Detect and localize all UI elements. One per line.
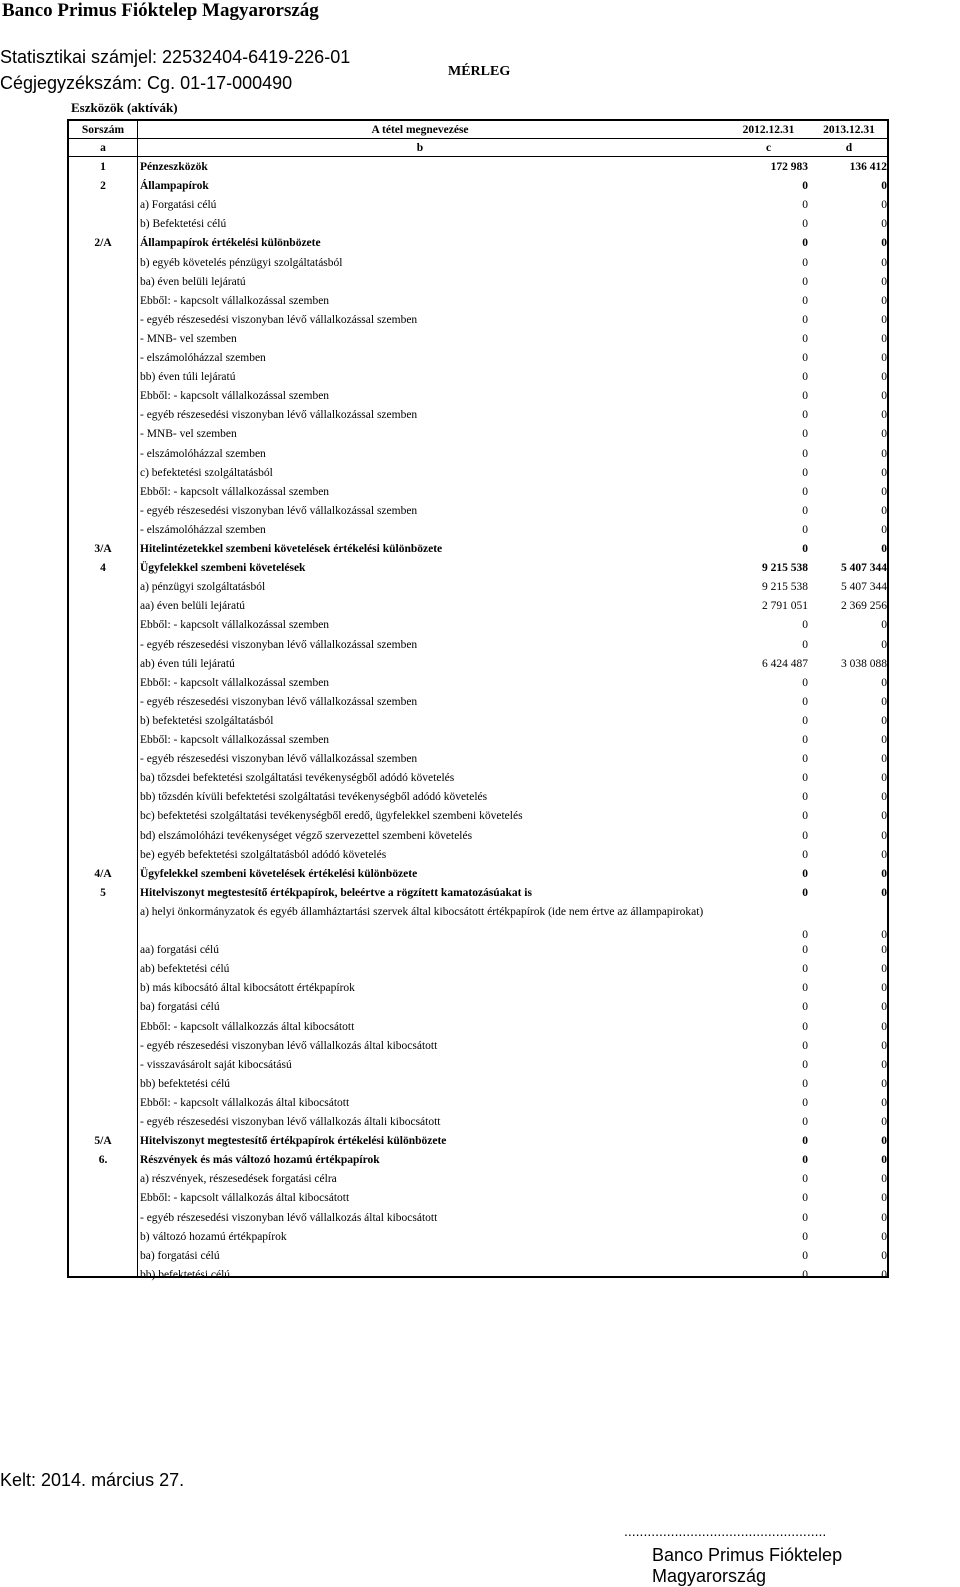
stat-number: Statisztikai számjel: 22532404-6419-226-01 <box>0 47 351 67</box>
value-2013: 0 <box>881 753 887 766</box>
value-2012: 0 <box>802 1230 808 1243</box>
value-2012: 0 <box>802 848 808 861</box>
value-2012: 6 424 487 <box>762 657 808 670</box>
row-label: Ebből: - kapcsolt vállalkozással szemben <box>140 619 330 632</box>
value-2013: 0 <box>881 1039 887 1052</box>
value-2013: 0 <box>881 275 887 288</box>
value-2012: 0 <box>802 352 808 364</box>
value-2012: 0 <box>802 1249 808 1262</box>
table-row <box>69 657 887 676</box>
value-2012: 0 <box>802 543 808 555</box>
value-2012: 0 <box>802 485 808 498</box>
row-label: ab) befektetési célú <box>140 963 230 976</box>
value-2013: 0 <box>881 791 887 804</box>
value-2012: 0 <box>802 294 808 307</box>
row-label: - egyéb részesedési viszonyban lévő vállalkozás által kibocsátott <box>140 1211 438 1224</box>
value-2012: 0 <box>802 619 808 632</box>
value-2013: 0 <box>881 714 887 727</box>
row-label: a) pénzügyi szolgáltatásból <box>140 581 266 594</box>
value-2013: 0 <box>881 1135 887 1148</box>
value-2012: 0 <box>802 1211 808 1224</box>
row-label: Pénzeszközök <box>140 161 208 173</box>
table-row <box>69 1230 887 1249</box>
table-row <box>69 523 887 542</box>
value-2013: 0 <box>881 1116 887 1128</box>
value-2013: 0 <box>881 1096 887 1109</box>
value-2012: 0 <box>802 1058 808 1071</box>
value-2013: 2 369 256 <box>841 600 887 613</box>
table-row <box>69 256 887 275</box>
value-2013: 0 <box>881 237 887 250</box>
value-2012: 0 <box>802 218 808 231</box>
value-2012: 0 <box>802 772 808 785</box>
row-number: 2 <box>100 180 106 193</box>
value-2012: 0 <box>802 371 808 384</box>
value-2012: 0 <box>802 409 808 422</box>
signature-dots: .................................................... <box>624 1523 827 1539</box>
date-line: Kelt: 2014. március 27. <box>0 1470 185 1490</box>
signature-name: Banco Primus Fióktelep Magyarország <box>652 1545 843 1586</box>
table-row <box>69 1020 887 1039</box>
value-2013: 0 <box>881 332 887 345</box>
row-label: - MNB- vel szemben <box>140 428 237 441</box>
table-row <box>69 962 887 981</box>
row-number: 1 <box>100 161 106 173</box>
row-label: Ebből: - kapcsolt vállalkozással szemben <box>140 485 330 498</box>
value-2012: 0 <box>802 523 808 536</box>
row-label: Ebből: - kapcsolt vállalkozással szemben <box>140 294 330 307</box>
value-2013: 0 <box>881 294 887 307</box>
table-row <box>69 638 887 657</box>
row-label: Hitelintézetekkel szembeni követelések értékelési különbözete <box>140 543 443 555</box>
value-2012: 0 <box>802 447 808 460</box>
value-2012: 0 <box>802 791 808 804</box>
value-2012: 0 <box>802 1192 808 1205</box>
value-2012: 0 <box>802 944 808 957</box>
row-label: bd) elszámolóházi tevékenységet végző szervezettel szembeni követelés <box>140 829 473 842</box>
value-2012: 0 <box>802 428 808 441</box>
value-2013: 0 <box>881 867 887 880</box>
row-label: b) egyéb követelés pénzügyi szolgáltatásból <box>140 256 343 269</box>
table-row <box>69 809 887 828</box>
value-2012: 0 <box>802 199 808 212</box>
value-2013: 0 <box>881 676 887 689</box>
value-2013: 0 <box>881 543 887 555</box>
row-label: - egyéb részesedési viszonyban lévő vállalkozással szemben <box>140 409 418 422</box>
col-header-2013: 2013.12.31 <box>823 124 875 136</box>
value-2012: 0 <box>802 676 808 689</box>
table-row <box>69 943 887 962</box>
table-row <box>69 1115 887 1134</box>
row-label: a) Forgatási célú <box>140 199 217 212</box>
table-row <box>69 1249 887 1268</box>
table-row <box>69 447 887 466</box>
doc-title: MÉRLEG <box>448 64 511 79</box>
value-2013: 0 <box>881 199 887 212</box>
value-2013: 0 <box>881 409 887 422</box>
value-2012: 0 <box>802 1020 808 1033</box>
value-2012: 0 <box>802 638 808 651</box>
row-label: ab) éven túli lejáratú <box>140 657 235 670</box>
value-2013: 0 <box>881 485 887 498</box>
table-row <box>69 1039 887 1058</box>
row-label: - egyéb részesedési viszonyban lévő vállalkozással szemben <box>140 313 418 326</box>
table-row <box>69 1134 887 1153</box>
table-row <box>69 236 887 255</box>
table-row <box>69 294 887 313</box>
row-label: bb) befektetési célú <box>140 1077 231 1090</box>
row-label: b) más kibocsátó által kibocsátott értékpapírok <box>140 982 355 995</box>
value-2012: 0 <box>802 982 808 995</box>
value-2013: 0 <box>881 1020 887 1033</box>
registry-number: Cégjegyzékszám: Cg. 01-17-000490 <box>0 73 293 93</box>
table-row <box>69 752 887 771</box>
table-row <box>69 504 887 523</box>
row-label: Ügyfelekkel szembeni követelések <box>140 562 306 575</box>
table-row <box>69 733 887 752</box>
value-2012: 0 <box>802 275 808 288</box>
table-row <box>69 561 887 580</box>
value-2013: 0 <box>881 504 887 517</box>
value-2012: 0 <box>802 256 808 269</box>
table-row <box>69 1096 887 1115</box>
table-row <box>69 179 887 198</box>
table-row <box>69 160 887 179</box>
value-2012: 0 <box>802 695 808 708</box>
value-2013: 0 <box>881 390 887 403</box>
letter-divider <box>69 156 887 157</box>
table-row <box>69 905 887 943</box>
table-row <box>69 599 887 618</box>
value-2013: 0 <box>881 695 887 708</box>
value-2013: 0 <box>881 1230 887 1243</box>
value-2012: 0 <box>802 829 808 842</box>
value-2012: 0 <box>802 313 808 326</box>
row-label: Állampapírok <box>140 180 209 193</box>
value-2013: 0 <box>881 447 887 460</box>
value-2012: 0 <box>802 332 808 345</box>
value-2013: 0 <box>881 523 887 536</box>
value-2012: 0 <box>802 1116 808 1128</box>
table-row <box>69 618 887 637</box>
table-row <box>69 217 887 236</box>
value-2013: 0 <box>881 886 887 899</box>
letter-a: a <box>100 142 106 154</box>
table-row <box>69 867 887 886</box>
row-label: - elszámolóházzal szemben <box>140 523 266 536</box>
row-label: bb) tőzsdén kívüli befektetési szolgáltatási tevékenységből adódó követelés <box>140 791 488 804</box>
value-2013: 136 412 <box>849 161 887 173</box>
row-label: aa) forgatási célú <box>140 944 219 957</box>
value-2012: 0 <box>802 714 808 727</box>
value-2012: 0 <box>802 1001 808 1014</box>
value-2012: 0 <box>802 1268 808 1281</box>
value-2012: 0 <box>802 886 808 899</box>
letter-c: c <box>765 142 772 154</box>
row-label: b) befektetési szolgáltatásból <box>140 714 274 727</box>
col-header-label: A tétel megnevezése <box>371 124 469 136</box>
value-2013: 0 <box>881 1173 887 1186</box>
value-2012: 0 <box>802 1039 808 1052</box>
value-2013: 0 <box>881 313 887 326</box>
row-label: a) helyi önkormányzatok és egyéb államháztartási szervek által kibocsátott értékpapírok (ide nem értve az állampapirokat) <box>140 905 704 918</box>
row-label: Ügyfelekkel szembeni követelések értékelési különbözete <box>140 867 418 880</box>
value-2012: 0 <box>802 504 808 517</box>
table-row <box>69 313 887 332</box>
value-2012: 0 <box>802 734 808 746</box>
value-2012: 0 <box>802 1154 808 1167</box>
table-row <box>69 198 887 217</box>
value-2013: 0 <box>881 619 887 632</box>
row-label: - egyéb részesedési viszonyban lévő vállalkozás által kibocsátott <box>140 1039 438 1052</box>
row-label: - elszámolóházzal szemben <box>140 352 266 364</box>
row-label: Állampapírok értékelési különbözete <box>140 237 321 250</box>
value-2013: 0 <box>881 810 887 823</box>
row-label: - visszavásárolt saját kibocsátású <box>140 1058 292 1071</box>
value-2012: 0 <box>802 390 808 403</box>
row-label: Ebből: - kapcsolt vállalkozással szemben <box>140 390 330 403</box>
col-header-2012: 2012.12.31 <box>742 124 795 136</box>
value-2013: 0 <box>881 1249 887 1262</box>
row-label: - egyéb részesedési viszonyban lévő vállalkozással szemben <box>140 638 418 651</box>
value-2012: 0 <box>802 237 808 250</box>
value-2012: 0 <box>802 466 808 479</box>
row-label: Részvények és más változó hozamú értékpapírok <box>140 1154 380 1167</box>
table-row <box>69 714 887 733</box>
row-label: - egyéb részesedési viszonyban lévő vállalkozással szemben <box>140 753 418 766</box>
value-2013: 0 <box>881 638 887 651</box>
value-2013: 0 <box>881 944 887 957</box>
table-row <box>69 485 887 504</box>
row-label: - egyéb részesedési viszonyban lévő vállalkozással szemben <box>140 695 418 708</box>
table-row <box>69 1211 887 1230</box>
table-row <box>69 275 887 294</box>
table-row <box>69 829 887 848</box>
row-label: ba) forgatási célú <box>140 1001 220 1014</box>
row-label: - egyéb részesedési viszonyban lévő vállalkozás általi kibocsátott <box>140 1116 441 1128</box>
value-2013: 0 <box>881 982 887 995</box>
row-label: aa) éven belüli lejáratú <box>140 600 246 613</box>
header-divider <box>69 138 887 139</box>
table-row <box>69 466 887 485</box>
section-title: Eszközök (aktívák) <box>71 100 178 115</box>
table-row <box>69 848 887 867</box>
table-row <box>69 1077 887 1096</box>
value-2013: 0 <box>881 772 887 785</box>
table-row <box>69 427 887 446</box>
table-row <box>69 1000 887 1019</box>
row-label: Ebből: - kapcsolt vállalkozással szemben <box>140 676 330 689</box>
row-number: 3/A <box>94 543 112 555</box>
row-number: 5 <box>100 886 106 899</box>
table-row <box>69 408 887 427</box>
row-label: bb) befektetési célú <box>140 1268 231 1281</box>
row-label: ba) tőzsdei befektetési szolgáltatási tevékenységből adódó követelés <box>140 772 455 785</box>
row-label: b) változó hozamú értékpapírok <box>140 1230 287 1243</box>
value-2013: 0 <box>881 1001 887 1014</box>
value-2013: 0 <box>881 1058 887 1071</box>
table-row <box>69 1153 887 1172</box>
table-row <box>69 1058 887 1077</box>
value-2013: 0 <box>881 1192 887 1205</box>
value-2013: 0 <box>881 180 887 193</box>
value-2013: 0 <box>881 829 887 842</box>
row-label: Ebből: - kapcsolt vállalkozással szemben <box>140 734 330 746</box>
value-2013: 0 <box>881 352 887 364</box>
row-number: 4 <box>100 562 106 575</box>
value-2012: 0 <box>802 180 808 193</box>
value-2013: 0 <box>881 1268 887 1281</box>
table-row <box>69 370 887 389</box>
row-number: 5/A <box>94 1135 112 1148</box>
value-2013: 0 <box>881 371 887 384</box>
value-2013: 0 <box>881 466 887 479</box>
letter-b: b <box>416 142 424 154</box>
value-2012: 0 <box>802 867 808 880</box>
row-label: b) Befektetési célú <box>140 218 227 231</box>
row-number: 6. <box>98 1154 108 1167</box>
value-2012: 172 983 <box>770 161 808 173</box>
value-2012: 0 <box>802 1096 808 1109</box>
table-row <box>69 790 887 809</box>
value-2012: 9 215 538 <box>762 581 808 594</box>
value-2013: 0 <box>881 256 887 269</box>
value-2013: 0 <box>881 1211 887 1224</box>
value-2013: 3 038 088 <box>841 657 887 670</box>
row-label: - elszámolóházzal szemben <box>140 447 266 460</box>
value-2012: 0 <box>802 1135 808 1148</box>
value-2012: 0 <box>802 810 808 823</box>
table-row <box>69 981 887 1000</box>
table-row <box>69 542 887 561</box>
value-2013: 0 <box>881 1154 887 1167</box>
value-2013: 0 <box>881 848 887 861</box>
value-2012: 0 <box>802 1077 808 1090</box>
value-2012: 0 <box>802 753 808 766</box>
value-2013: 0 <box>881 1077 887 1090</box>
row-label: Hitelviszonyt megtestesítő értékpapírok, beleértve a rögzített kamatozásúakat is <box>140 886 532 899</box>
value-2013: 0 <box>881 929 887 942</box>
value-2012: 9 215 538 <box>762 562 808 575</box>
value-2012: 0 <box>802 929 808 942</box>
row-label: a) részvények, részesedések forgatási célra <box>140 1173 337 1186</box>
row-label: ba) éven belüli lejáratú <box>140 275 246 288</box>
value-2012: 0 <box>802 963 808 976</box>
row-number: 4/A <box>94 867 112 880</box>
row-label: Hitelviszonyt megtestesítő értékpapírok értékelési különbözete <box>140 1135 447 1148</box>
value-2013: 0 <box>881 428 887 441</box>
value-2012: 2 791 051 <box>762 600 808 613</box>
value-2012: 0 <box>802 1173 808 1186</box>
table-row <box>69 1268 887 1287</box>
row-number: 2/A <box>94 237 112 250</box>
value-2013: 5 407 344 <box>841 581 887 594</box>
table-row <box>69 1172 887 1191</box>
table-row <box>69 1191 887 1210</box>
row-label: bc) befektetési szolgáltatási tevékenységből eredő, ügyfelekkel szembeni követelés <box>140 810 523 823</box>
row-label: bb) éven túli lejáratú <box>140 371 236 384</box>
letter-d: d <box>845 142 853 154</box>
row-label: - egyéb részesedési viszonyban lévő vállalkozással szemben <box>140 504 418 517</box>
row-label: be) egyéb befektetési szolgáltatásból adódó követelés <box>140 848 387 861</box>
company-name: Banco Primus Fióktelep Magyarország <box>2 0 319 21</box>
row-label: - MNB- vel szemben <box>140 332 237 345</box>
table-row <box>69 695 887 714</box>
table-row <box>69 389 887 408</box>
col-header-no: Sorszám <box>81 124 125 136</box>
row-label: Ebből: - kapcsolt vállalkozás által kibocsátott <box>140 1096 350 1109</box>
table-row <box>69 676 887 695</box>
row-label: ba) forgatási célú <box>140 1249 220 1262</box>
table-row <box>69 771 887 790</box>
value-2013: 0 <box>881 218 887 231</box>
balance-table <box>67 119 889 1281</box>
table-row <box>69 886 887 905</box>
table-row <box>69 332 887 351</box>
value-2013: 0 <box>881 963 887 976</box>
row-label: Ebből: - kapcsolt vállalkozzás által kibocsátott <box>140 1020 355 1033</box>
value-2013: 0 <box>881 734 887 746</box>
value-2013: 5 407 344 <box>841 562 887 575</box>
table-row <box>69 580 887 599</box>
row-label: c) befektetési szolgáltatásból <box>140 466 273 479</box>
table-row <box>69 351 887 370</box>
row-label: Ebből: - kapcsolt vállalkozás által kibocsátott <box>140 1192 350 1205</box>
